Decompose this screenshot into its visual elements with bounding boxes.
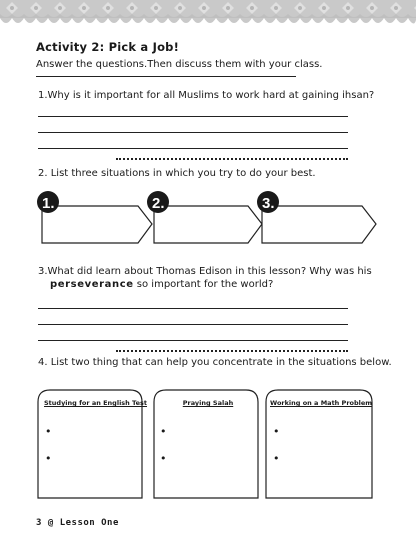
question-3-line-1: 3.What did learn about Thomas Edison in this lesson? Why was his — [38, 266, 372, 277]
question-2: 2. List three situations in which you try to do your best. — [38, 168, 316, 179]
number-badge-label: 2. — [152, 195, 165, 212]
dotted-line — [116, 350, 348, 352]
bullet: • — [45, 452, 52, 465]
situation-arrow-3[interactable] — [262, 206, 376, 243]
situation-arrows — [36, 188, 386, 254]
box-title: Working on a Math Problem — [270, 399, 373, 407]
footer-separator: @ — [47, 518, 54, 528]
bullet: • — [160, 452, 167, 465]
activity-instruction: Answer the questions.Then discuss them with your class. — [36, 59, 323, 70]
page-number: 3 — [36, 518, 42, 528]
bullet: • — [160, 425, 167, 438]
answer-line[interactable] — [38, 340, 348, 341]
lesson-label: Lesson One — [59, 518, 119, 528]
number-badge-label: 1. — [42, 195, 55, 212]
answer-line[interactable] — [38, 148, 348, 149]
box-title: Studying for an English Test — [44, 399, 148, 407]
activity-title: Activity 2: Pick a Job! — [36, 40, 180, 54]
answer-line[interactable] — [38, 132, 348, 133]
answer-line[interactable] — [38, 324, 348, 325]
instruction-underline — [36, 76, 296, 77]
situation-arrow-1[interactable] — [42, 206, 152, 243]
bullet: • — [45, 425, 52, 438]
question-1: 1.Why is it important for all Muslims to work hard at gaining ihsan? — [38, 90, 375, 101]
ornament-pattern-icon — [0, 0, 416, 30]
box-title: Praying Salah — [182, 399, 234, 407]
question-3-text: so important for the world? — [133, 279, 274, 290]
emphasized-word: perseverance — [50, 279, 134, 290]
bullet: • — [273, 425, 280, 438]
number-badge-label: 3. — [262, 195, 275, 212]
page-footer — [36, 518, 119, 528]
dotted-line — [116, 158, 348, 160]
decorative-banner — [0, 0, 416, 30]
question-3-line-2 — [50, 279, 273, 290]
question-4: 4. List two thing that can help you concentrate in the situations below. — [38, 357, 392, 368]
answer-line[interactable] — [38, 116, 348, 117]
bullet: • — [273, 452, 280, 465]
answer-line[interactable] — [38, 308, 348, 309]
situation-arrow-2[interactable] — [154, 206, 262, 243]
